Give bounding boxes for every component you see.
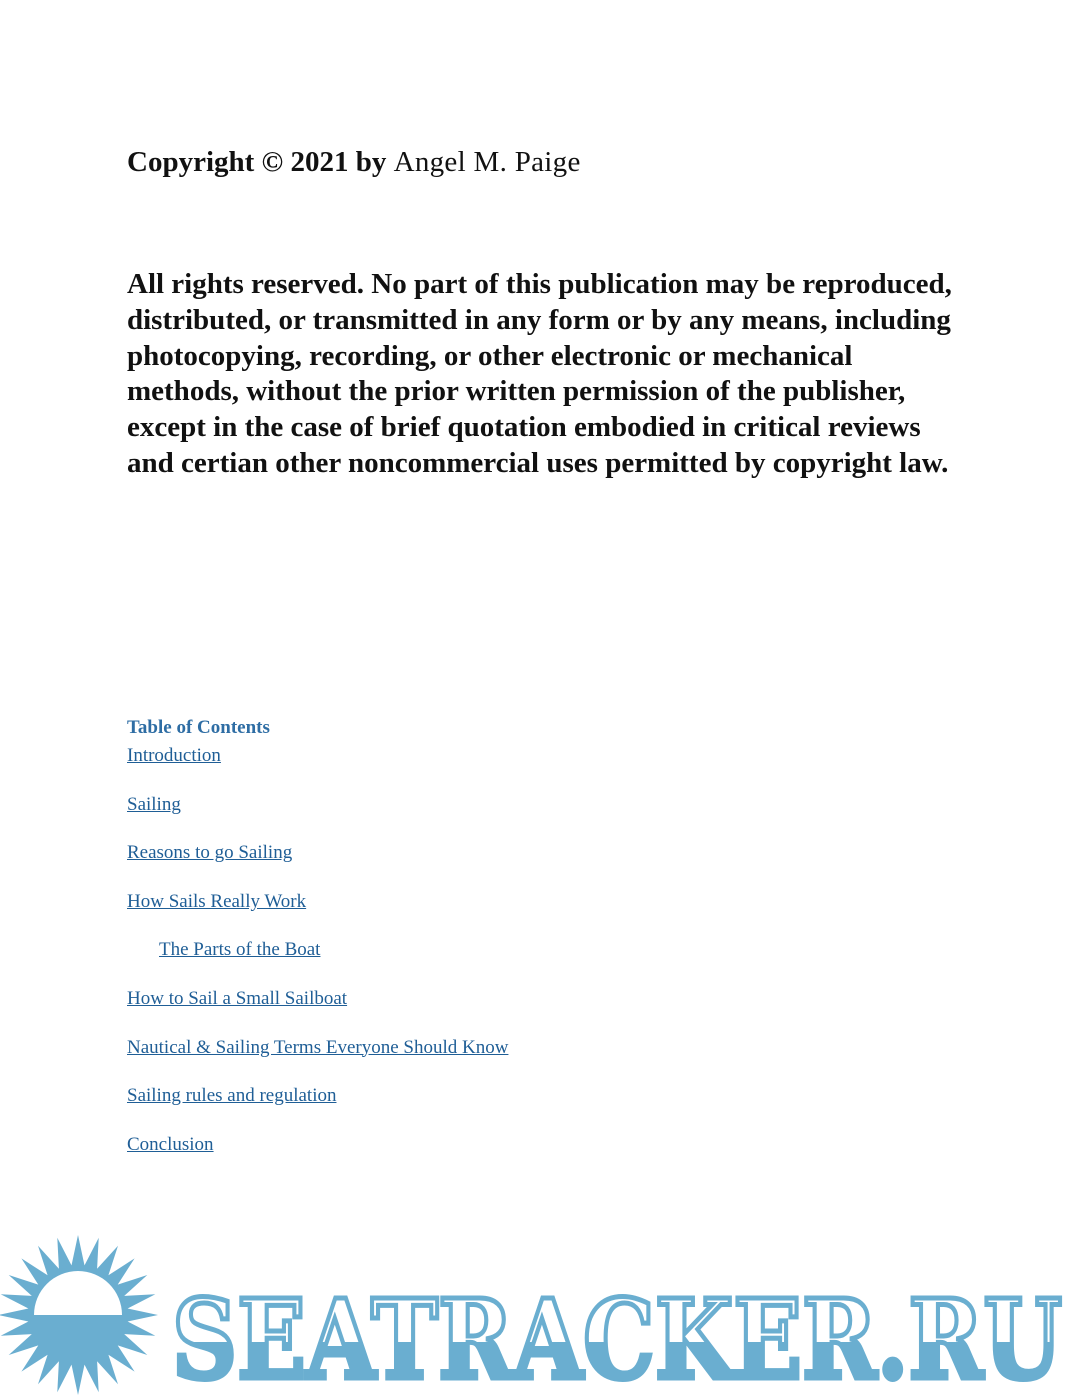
list-item (127, 987, 827, 1036)
list-item (127, 744, 827, 793)
watermark-text: SEATRACKER.RU (172, 1275, 1062, 1397)
toc-title: Table of Contents (127, 717, 270, 738)
list-item (127, 1084, 827, 1133)
list-item (127, 890, 827, 939)
toc-link-how-to-sail[interactable]: How to Sail a Small Sailboat (127, 987, 348, 1009)
copyright-line (127, 142, 581, 182)
toc-link-how-sails-work[interactable]: How Sails Really Work (127, 890, 307, 912)
toc-list (127, 744, 827, 1181)
toc-link-parts-of-boat[interactable]: The Parts of the Boat (159, 939, 321, 961)
author-name: Angel M. Paige (393, 146, 581, 178)
toc-link-conclusion[interactable]: Conclusion (127, 1133, 214, 1155)
copyright-prefix: Copyright © 2021 by (127, 146, 387, 178)
list-item (127, 841, 827, 890)
toc-link-rules[interactable]: Sailing rules and regulation (127, 1085, 337, 1107)
toc-link-nautical-terms[interactable]: Nautical & Sailing Terms Everyone Should Know (127, 1036, 509, 1058)
toc-link-sailing[interactable]: Sailing (127, 793, 181, 815)
sun-icon (0, 1235, 158, 1395)
toc-link-reasons[interactable]: Reasons to go Sailing (127, 842, 293, 864)
list-item (127, 938, 827, 987)
toc-link-introduction[interactable]: Introduction (127, 745, 221, 766)
rights-statement: All rights reserved. No part of this publication may be reproduced, distributed, or transmitted in any form or by any means, including photocopying, recording, or other electronic or mechanical methods, without the prior written permission of the publisher, except in the case of brief quotation embodied in critical reviews and certian other noncommercial uses permitted by copyright law. (127, 268, 952, 479)
list-item (127, 1133, 827, 1182)
watermark (0, 1232, 1080, 1397)
list-item (127, 1036, 827, 1085)
table-of-contents (127, 714, 827, 1181)
list-item (127, 793, 827, 842)
